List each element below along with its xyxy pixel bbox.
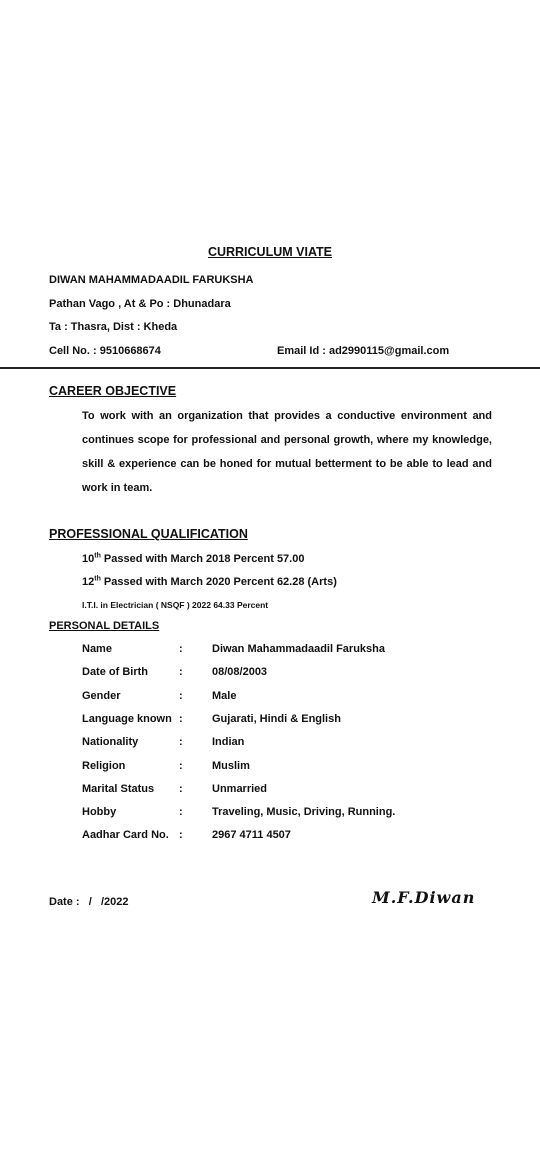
qualification-item bbox=[82, 553, 304, 565]
email-id: Email Id : ad2990115@gmail.com bbox=[277, 345, 450, 357]
detail-row-gender bbox=[82, 690, 502, 710]
detail-value: 08/08/2003 bbox=[212, 666, 268, 678]
detail-colon: : bbox=[179, 736, 183, 748]
cell-number: Cell No. : 9510668674 bbox=[49, 345, 161, 357]
detail-value: Diwan Mahammadaadil Faruksha bbox=[212, 643, 385, 655]
detail-row-aadhar bbox=[82, 829, 502, 849]
detail-colon: : bbox=[179, 783, 183, 795]
qualification-detail: Passed with March 2020 Percent 62.28 (Arts) bbox=[100, 576, 337, 588]
detail-row-marital-status bbox=[82, 783, 502, 803]
career-objective-text: To work with an organization that provides a conductive environment and continues scope for professional and personal growth, where my knowledge, skill & experience can be honed for mutual betterment to be able to lead and work in team. bbox=[82, 410, 492, 494]
page-title: CURRICULUM VIATE bbox=[207, 245, 333, 259]
detail-row-hobby bbox=[82, 806, 502, 826]
qualification-heading: PROFESSIONAL QUALIFICATION bbox=[49, 527, 248, 541]
ordinal-suffix: th bbox=[94, 575, 101, 583]
detail-row-nationality bbox=[82, 736, 502, 756]
detail-label: Nationality bbox=[82, 736, 139, 748]
detail-colon: : bbox=[179, 643, 183, 655]
detail-row-name bbox=[82, 643, 502, 663]
detail-label: Gender bbox=[82, 690, 121, 702]
address-line-1: Pathan Vago , At & Po : Dhunadara bbox=[49, 298, 231, 310]
address-line-2: Ta : Thasra, Dist : Kheda bbox=[49, 321, 178, 333]
detail-label: Aadhar Card No. bbox=[82, 829, 169, 841]
detail-colon: : bbox=[179, 690, 183, 702]
date-line: Date : / /2022 bbox=[49, 896, 129, 908]
detail-colon: : bbox=[179, 713, 183, 725]
qualification-detail: Passed with March 2018 Percent 57.00 bbox=[100, 553, 305, 565]
signature: M.F.Diwan bbox=[372, 888, 476, 907]
personal-details-heading: PERSONAL DETAILS bbox=[49, 620, 160, 632]
detail-value: Male bbox=[212, 690, 237, 702]
detail-label: Hobby bbox=[82, 806, 117, 818]
detail-label: Marital Status bbox=[82, 783, 155, 795]
detail-row-dob bbox=[82, 666, 502, 686]
detail-label: Date of Birth bbox=[82, 666, 148, 678]
header-divider bbox=[0, 367, 540, 369]
detail-colon: : bbox=[179, 760, 183, 772]
qualification-grade: 12 bbox=[82, 576, 95, 588]
ordinal-suffix: th bbox=[94, 552, 101, 560]
detail-row-religion bbox=[82, 760, 502, 780]
detail-value: Unmarried bbox=[212, 783, 268, 795]
detail-value: Indian bbox=[212, 736, 245, 748]
detail-value: Muslim bbox=[212, 760, 250, 772]
detail-row-language bbox=[82, 713, 502, 733]
career-objective-heading: CAREER OBJECTIVE bbox=[49, 384, 177, 398]
qualification-iti: I.T.I. in Electrician ( NSQF ) 2022 64.33 Percent bbox=[82, 600, 269, 610]
qualification-grade: 10 bbox=[82, 553, 95, 565]
qualification-item bbox=[82, 576, 337, 588]
detail-value: 2967 4711 4507 bbox=[212, 829, 291, 841]
detail-value: Traveling, Music, Driving, Running. bbox=[212, 806, 396, 818]
detail-label: Language known bbox=[82, 713, 172, 725]
candidate-name: DIWAN MAHAMMADAADIL FARUKSHA bbox=[49, 274, 254, 286]
detail-label: Religion bbox=[82, 760, 126, 772]
detail-colon: : bbox=[179, 829, 183, 841]
detail-colon: : bbox=[179, 666, 183, 678]
detail-value: Gujarati, Hindi & English bbox=[212, 713, 341, 725]
detail-label: Name bbox=[82, 643, 112, 655]
detail-colon: : bbox=[179, 806, 183, 818]
